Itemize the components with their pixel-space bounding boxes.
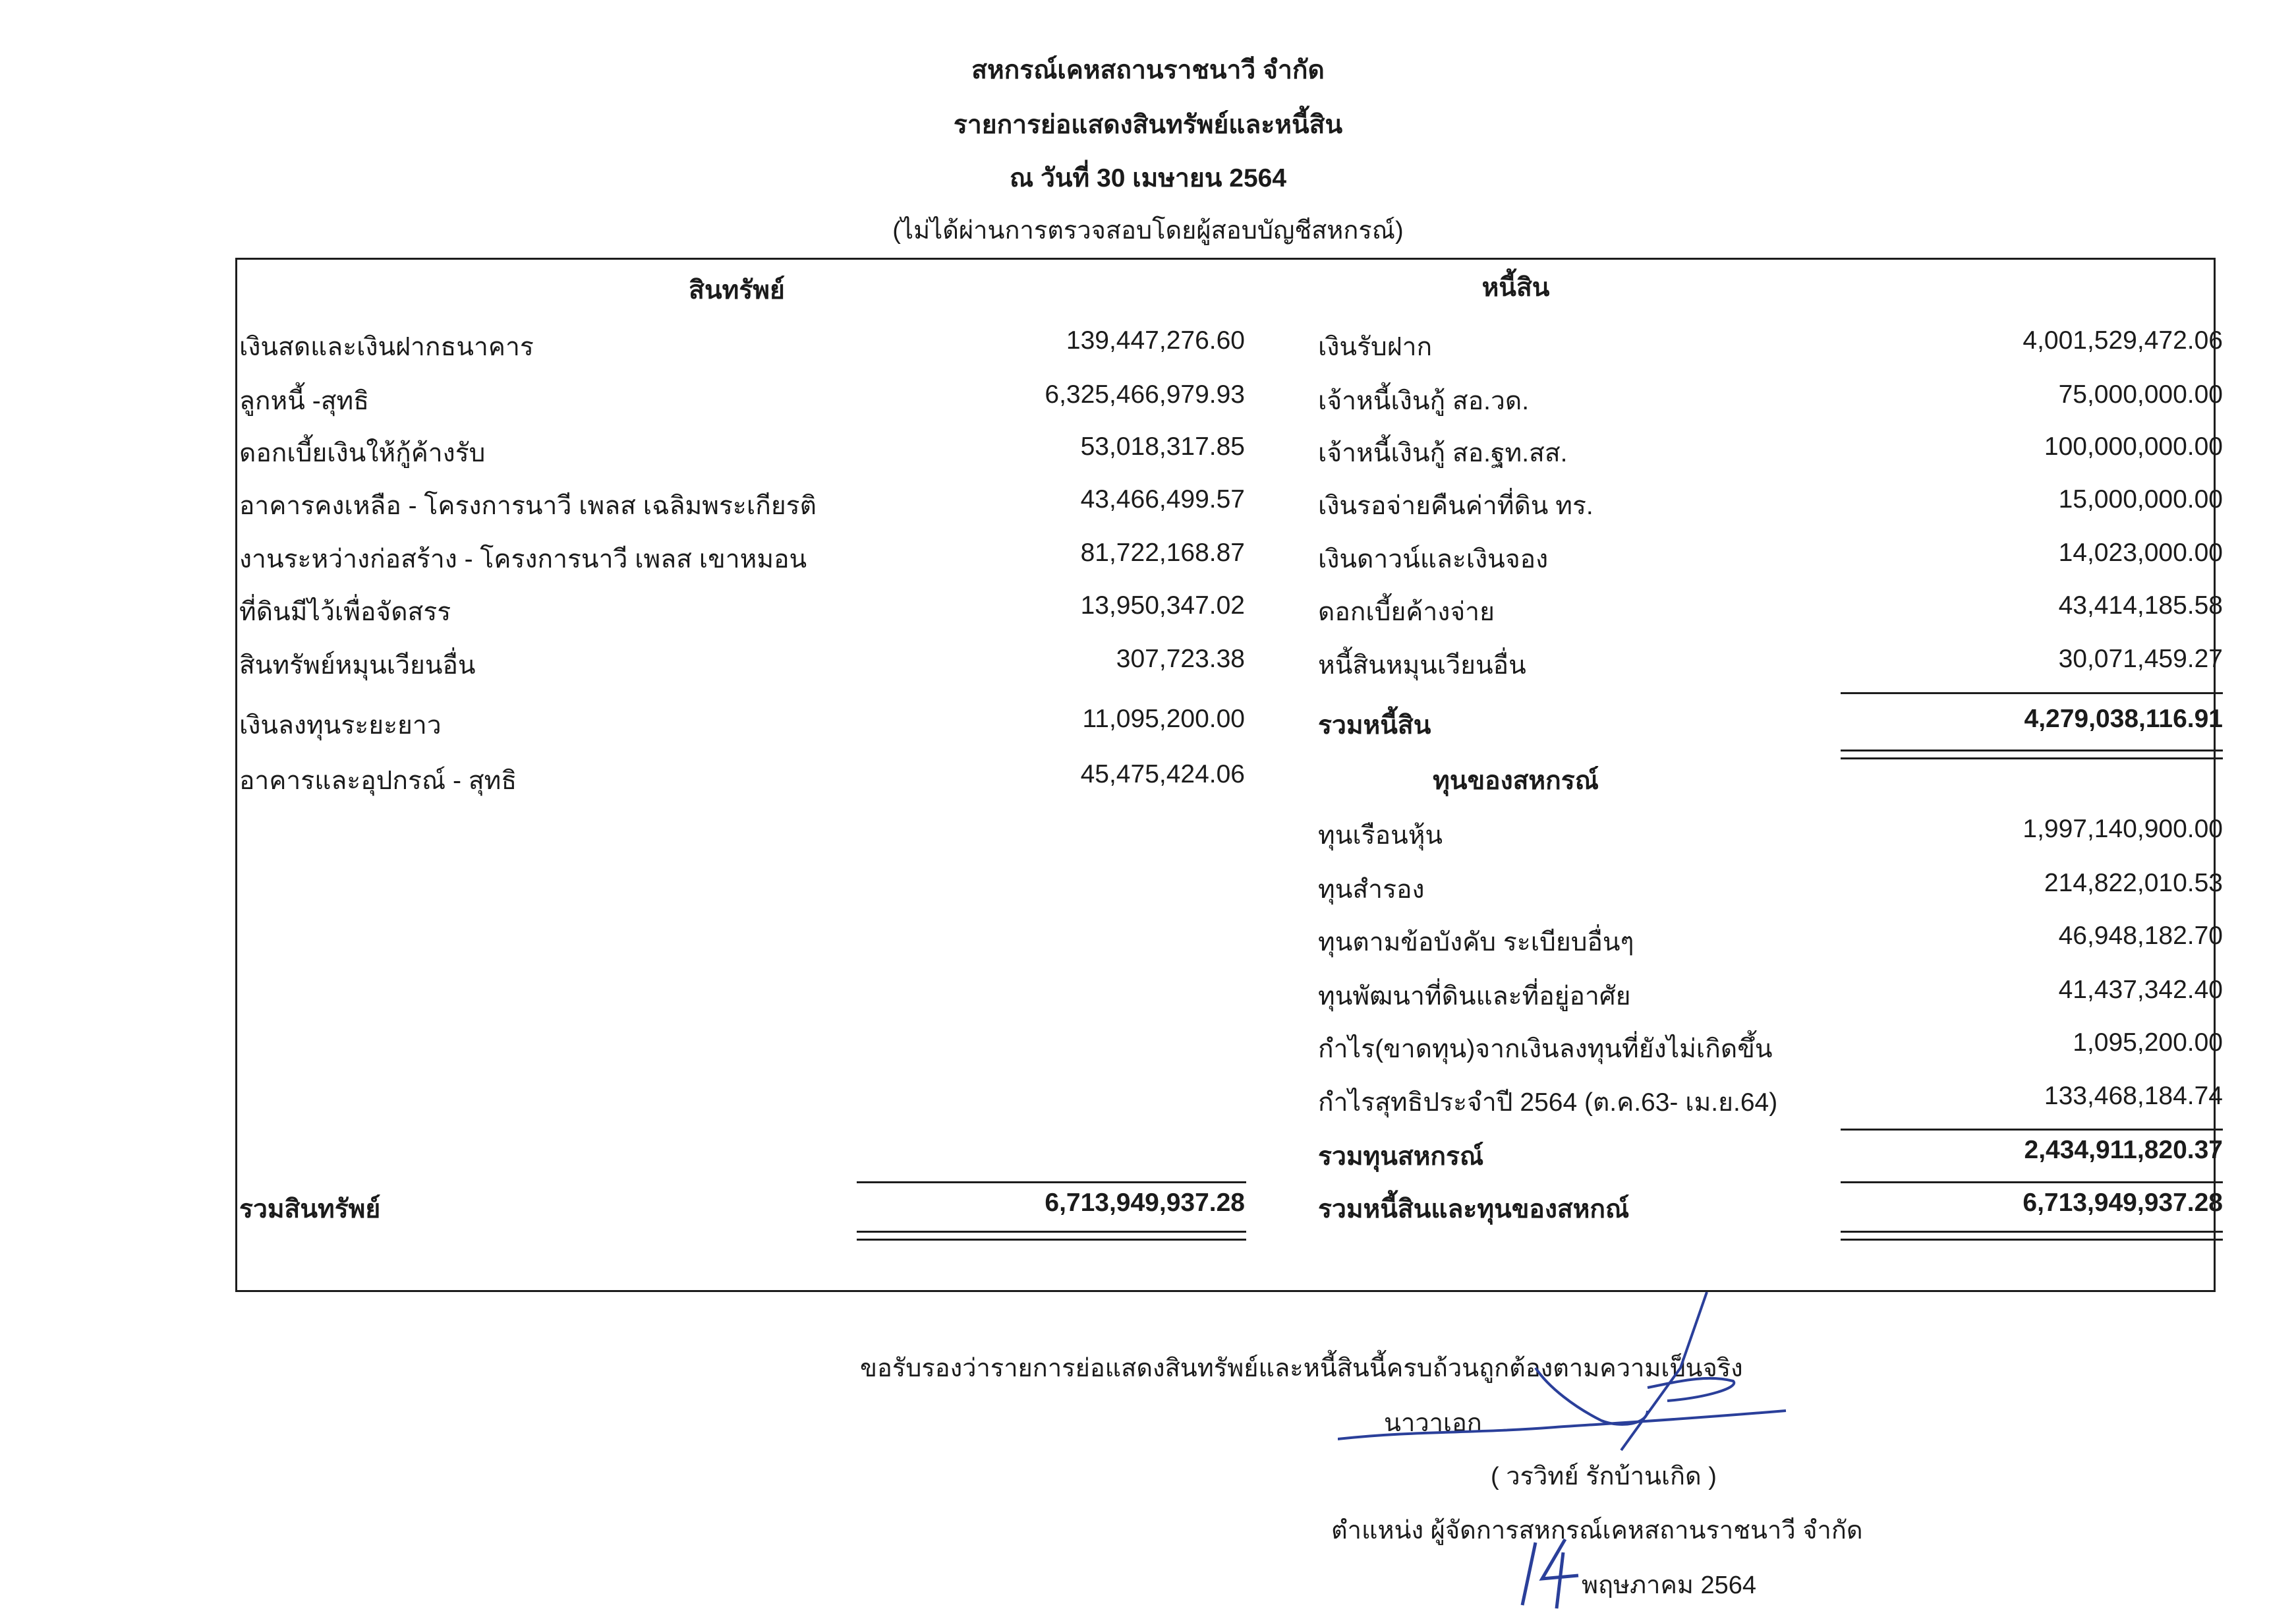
equity-label: ทุนพัฒนาที่ดินและที่อยู่อาศัย xyxy=(1318,982,1631,1011)
grand-double-rule xyxy=(1841,1239,2223,1241)
asset-label: เงินสดและเงินฝากธนาคาร xyxy=(239,333,534,361)
liability-label: เจ้าหนี้เงินกู้ สอ.ฐท.สส. xyxy=(1318,439,1568,467)
liability-label: เงินดาวน์และเงินจอง xyxy=(1318,545,1549,574)
liabilities-double-rule xyxy=(1841,750,2223,751)
equity-value: 214,822,010.53 xyxy=(2044,869,2223,897)
asset-value: 6,325,466,979.93 xyxy=(1045,380,1245,409)
liabilities-total-label: รวมหนี้สิน xyxy=(1318,711,1431,740)
liability-label: เจ้าหนี้เงินกู้ สอ.วด. xyxy=(1318,387,1530,415)
liability-label: เงินรับฝาก xyxy=(1318,333,1433,361)
liabilities-total-value: 4,279,038,116.91 xyxy=(2024,705,2223,733)
grand-total-rule xyxy=(1841,1181,2223,1183)
asset-label: อาคารและอุปกรณ์ - สุทธิ xyxy=(239,767,517,795)
liability-value: 100,000,000.00 xyxy=(2044,432,2223,461)
signer-position: ตำแหน่ง ผู้จัดการสหกรณ์เคหสถานราชนาวี จำกัด xyxy=(1331,1517,1863,1545)
assets-double-rule xyxy=(857,1239,1246,1241)
signer-name: ( วรวิทย์ รักบ้านเกิด ) xyxy=(1491,1463,1717,1490)
liability-label: เงินรอจ่ายคืนค่าที่ดิน ทร. xyxy=(1318,492,1593,520)
asset-value: 139,447,276.60 xyxy=(1066,326,1245,355)
signer-rank: นาวาเอก xyxy=(1384,1409,1482,1437)
liability-label: ดอกเบี้ยค้างจ่าย xyxy=(1318,598,1495,626)
equity-value: 46,948,182.70 xyxy=(2058,922,2223,950)
report-date: ณ วันที่ 30 เมษายน 2564 xyxy=(1009,164,1287,192)
grand-double-rule xyxy=(1841,1231,2223,1233)
liability-value: 4,001,529,472.06 xyxy=(2023,326,2223,355)
equity-label: ทุนตามข้อบังคับ ระเบียบอื่นๆ xyxy=(1318,928,1634,957)
liabilities-heading: หนี้สิน xyxy=(1481,274,1550,302)
asset-label: สินทรัพย์หมุนเวียนอื่น xyxy=(239,651,476,680)
grand-total-value: 6,713,949,937.28 xyxy=(2023,1189,2223,1217)
asset-label: อาคารคงเหลือ - โครงการนาวี เพลส เฉลิมพระเกียรติ xyxy=(239,492,817,520)
org-name: สหกรณ์เคหสถานราชนาวี จำกัด xyxy=(971,56,1325,84)
equity-label: ทุนเรือนหุ้น xyxy=(1318,821,1443,850)
equity-value: 1,095,200.00 xyxy=(2073,1028,2223,1057)
audit-note: (ไม่ได้ผ่านการตรวจสอบโดยผู้สอบบัญชีสหกรณ์) xyxy=(892,217,1404,245)
asset-label: งานระหว่างก่อสร้าง - โครงการนาวี เพลส เขาหมอน xyxy=(239,545,807,574)
asset-label: ดอกเบี้ยเงินให้กู้ค้างรับ xyxy=(239,439,486,467)
asset-value: 11,095,200.00 xyxy=(1082,705,1245,733)
asset-value: 43,466,499.57 xyxy=(1080,485,1245,514)
assets-double-rule xyxy=(857,1231,1246,1233)
assets-total-value: 6,713,949,937.28 xyxy=(1045,1189,1245,1217)
grand-total-label: รวมหนี้สินและทุนของสหกณ์ xyxy=(1318,1195,1630,1223)
equity-label: ทุนสำรอง xyxy=(1318,875,1425,904)
asset-label: ที่ดินมีไว้เพื่อจัดสรร xyxy=(239,598,451,626)
equity-heading: ทุนของสหกรณ์ xyxy=(1433,767,1599,795)
assets-heading: สินทรัพย์ xyxy=(689,276,785,305)
asset-value: 13,950,347.02 xyxy=(1080,591,1245,620)
assets-total-label: รวมสินทรัพย์ xyxy=(239,1195,381,1223)
liabilities-double-rule xyxy=(1841,757,2223,759)
asset-value: 45,475,424.06 xyxy=(1080,760,1245,788)
equity-total-label: รวมทุนสหกรณ์ xyxy=(1318,1142,1484,1171)
equity-label: กำไรสุทธิประจำปี 2564 (ต.ค.63- เม.ย.64) xyxy=(1318,1088,1778,1117)
asset-value: 81,722,168.87 xyxy=(1080,539,1245,567)
liability-value: 30,071,459.27 xyxy=(2058,645,2223,673)
handwritten-day xyxy=(1509,1533,1588,1612)
liability-value: 75,000,000.00 xyxy=(2058,380,2223,409)
equity-value: 41,437,342.40 xyxy=(2058,976,2223,1004)
equity-total-value: 2,434,911,820.37 xyxy=(2024,1136,2223,1164)
assets-total-rule xyxy=(857,1181,1246,1183)
asset-label: ลูกหนี้ -สุทธิ xyxy=(239,387,370,415)
liability-label: หนี้สินหมุนเวียนอื่น xyxy=(1318,651,1526,680)
equity-value: 133,468,184.74 xyxy=(2044,1082,2223,1110)
certification-statement: ขอรับรองว่ารายการย่อแสดงสินทรัพย์และหนี้สินนี้ครบถ้วนถูกต้องตามความเป็นจริง xyxy=(860,1355,1743,1382)
signature-date: พฤษภาคม 2564 xyxy=(1582,1572,1757,1599)
liability-value: 43,414,185.58 xyxy=(2058,591,2223,620)
equity-label: กำไร(ขาดทุน)จากเงินลงทุนที่ยังไม่เกิดขึ้น xyxy=(1318,1035,1773,1063)
asset-label: เงินลงทุนระยะยาว xyxy=(239,711,442,740)
equity-total-rule xyxy=(1841,1129,2223,1131)
liability-value: 15,000,000.00 xyxy=(2058,485,2223,514)
signature-mark xyxy=(1338,1289,1812,1454)
equity-value: 1,997,140,900.00 xyxy=(2023,815,2223,843)
asset-value: 307,723.38 xyxy=(1116,645,1245,673)
asset-value: 53,018,317.85 xyxy=(1080,432,1245,461)
liabilities-total-rule xyxy=(1841,692,2223,694)
report-title: รายการย่อแสดงสินทรัพย์และหนี้สิน xyxy=(953,111,1343,139)
liability-value: 14,023,000.00 xyxy=(2058,539,2223,567)
